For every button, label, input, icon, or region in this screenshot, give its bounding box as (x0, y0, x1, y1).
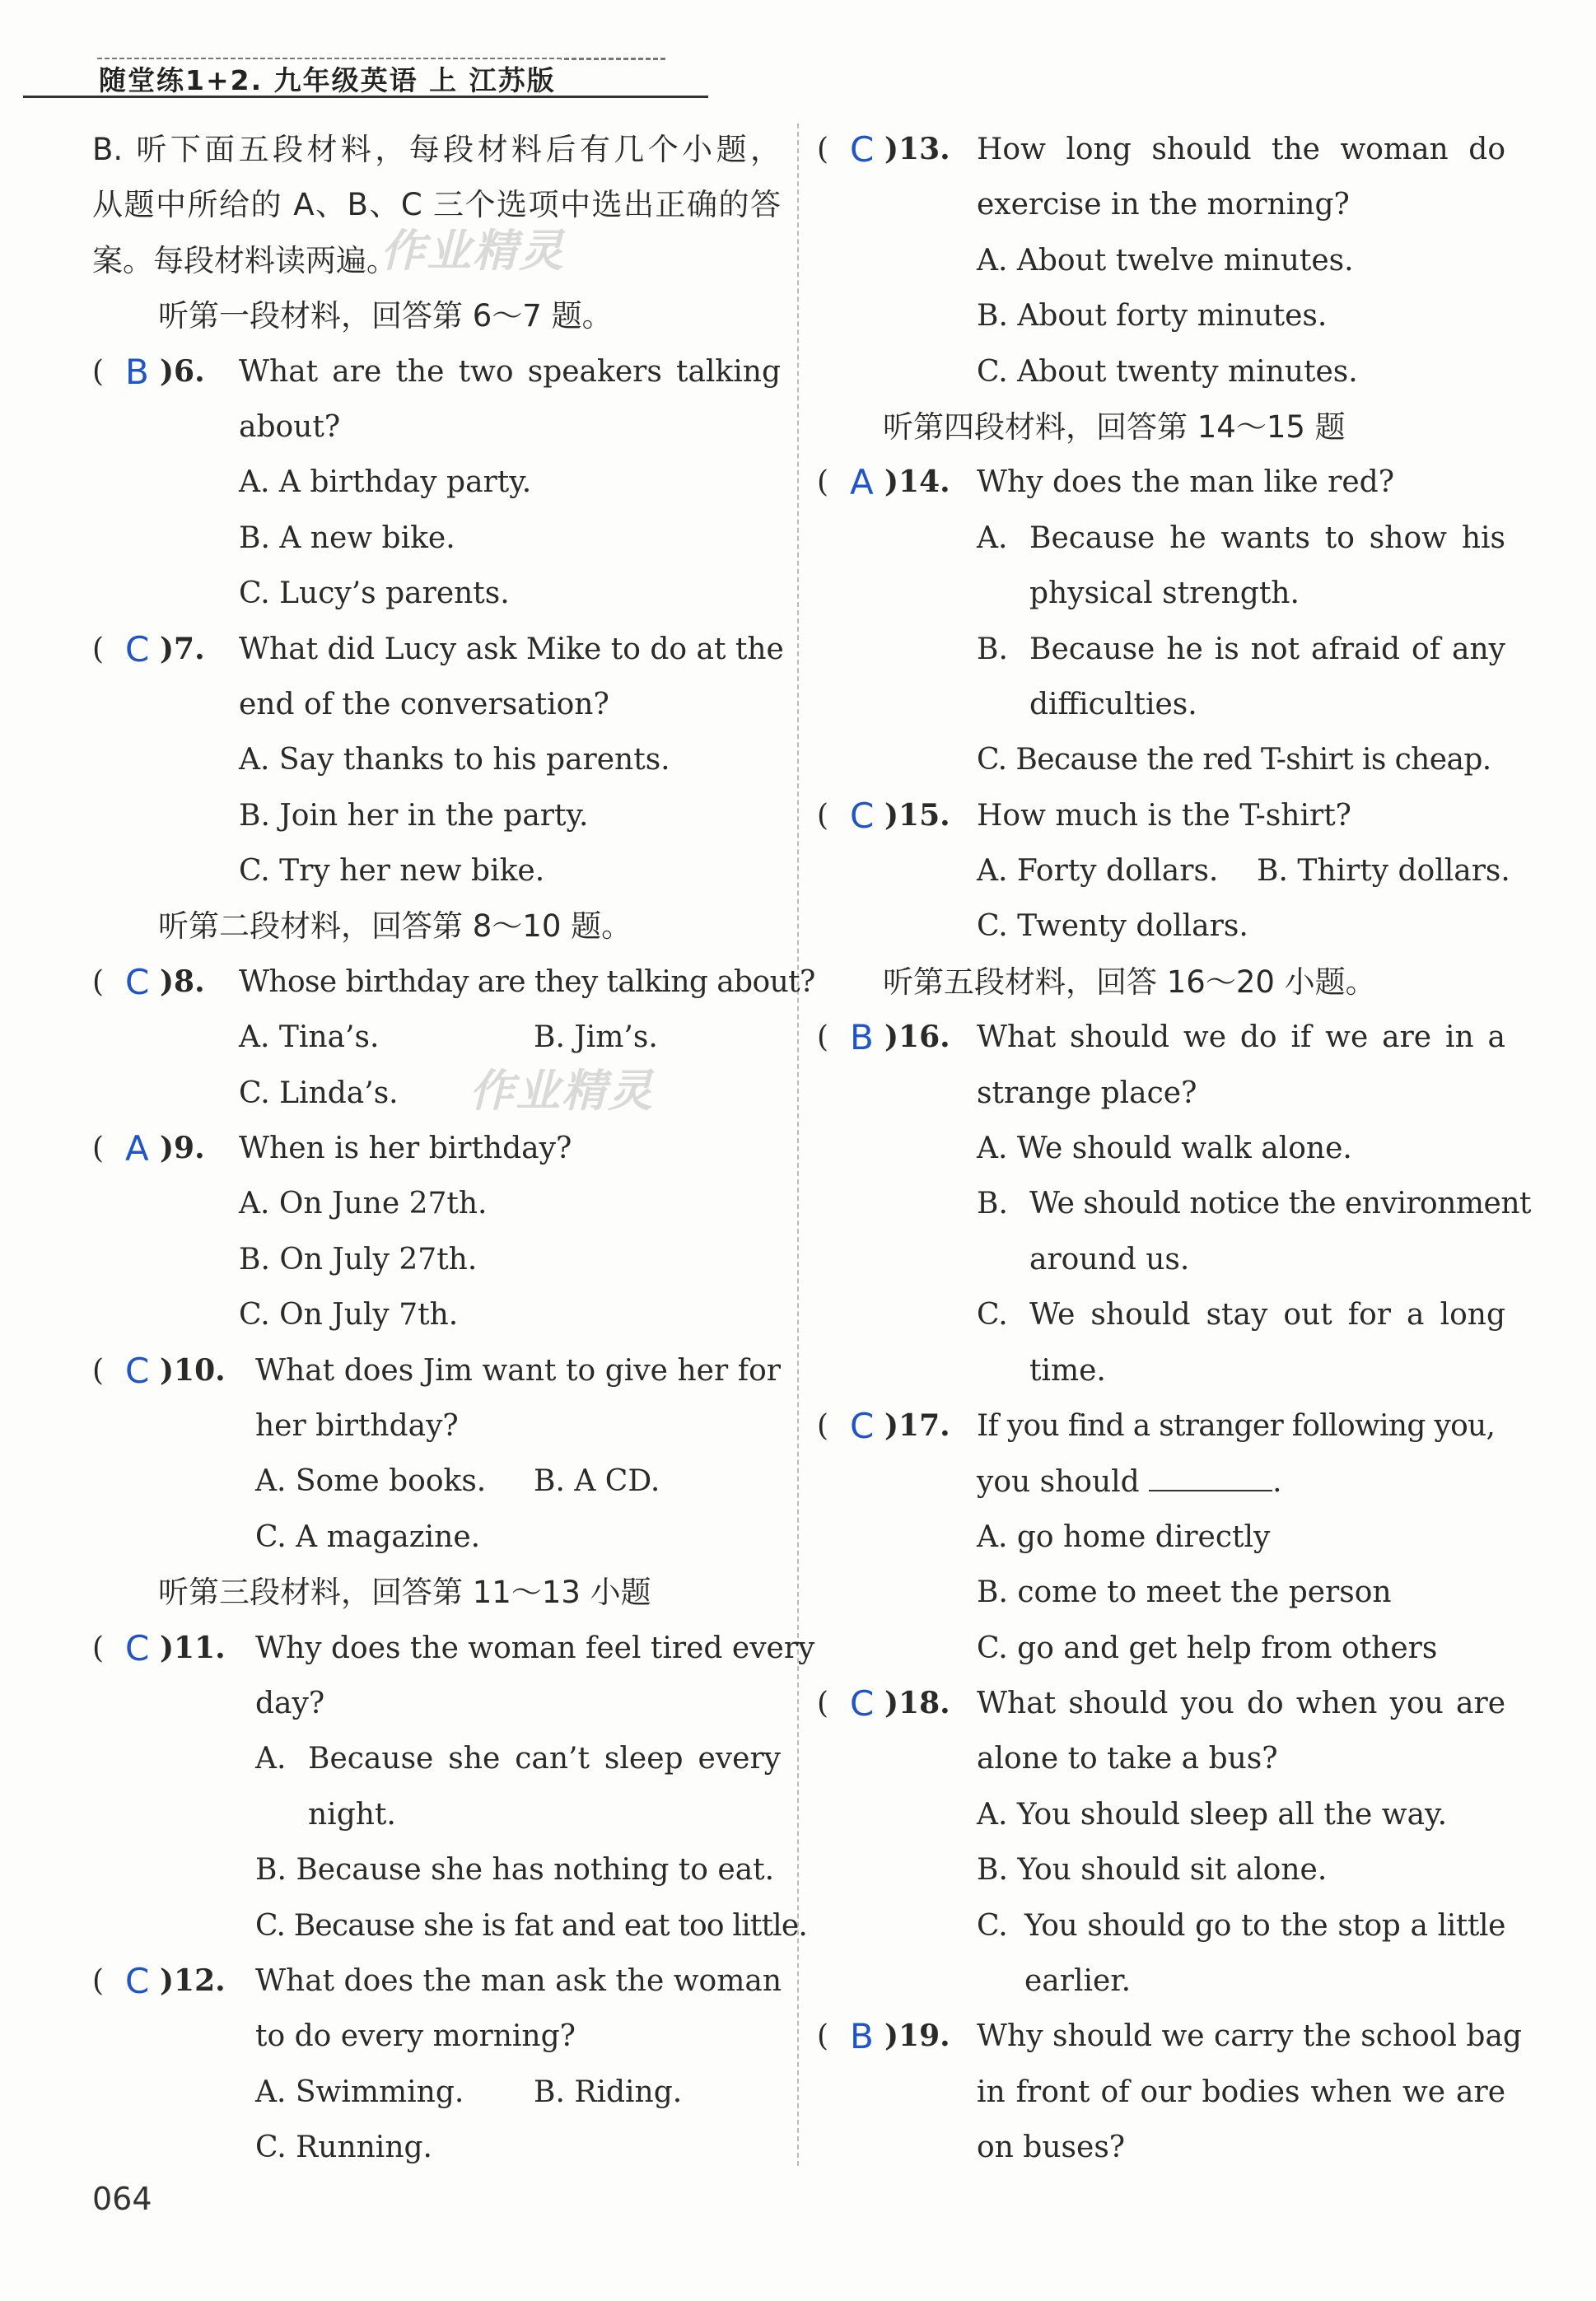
question-text: What did Lucy ask Mike to do at the (239, 632, 784, 666)
question-number: )9. (160, 1131, 205, 1166)
question-number: )8. (160, 964, 205, 999)
option: A. Swimming. (255, 2075, 464, 2109)
option: C. A magazine. (255, 1519, 481, 1554)
option: A. On June 27th. (239, 1187, 488, 1221)
option: C. Lucy’s parents. (239, 576, 510, 611)
question-text: in front of our bodies when we are (977, 2075, 1505, 2109)
option: C. We should stay out for a long (977, 1298, 1505, 1333)
options-row (817, 843, 1510, 898)
option: B. We should notice the environment (977, 1187, 1531, 1221)
option: A. Because he wants to show his (977, 520, 1505, 555)
answer-letter: C (125, 1350, 150, 1391)
option-continued: physical strength. (1029, 576, 1300, 611)
option-continued: around us. (1029, 1242, 1190, 1277)
question-7: ( C )7. What did Lucy ask Mike to do at the (92, 622, 781, 677)
question-number: )17. (884, 1407, 950, 1443)
answer-letter: A (850, 462, 874, 503)
question-number: )13. (884, 132, 950, 166)
option: C. Because the red T-shirt is cheap. (977, 743, 1491, 777)
header-title: 随堂练1+2. 九年级英语 上 江苏版 (94, 59, 561, 98)
question-text: her birthday? (255, 1408, 459, 1443)
answer-letter: C (125, 1627, 150, 1669)
question-number: )18. (884, 1685, 950, 1720)
option: C. On July 7th. (239, 1298, 459, 1333)
question-number: )14. (884, 464, 950, 500)
option: A. Say thanks to his parents. (239, 743, 670, 777)
header-rule (23, 96, 708, 98)
section-instruction: 听第五段材料，回答 16～20 小题。 (883, 964, 1376, 1000)
question-6: ( B )6. What are the two speakers talking (92, 344, 781, 399)
question-text-line: you should . (817, 1454, 1505, 1509)
left-column (92, 122, 815, 2175)
right-column (817, 122, 1531, 2175)
question-text: about? (239, 409, 341, 444)
answer-letter: B (125, 351, 149, 392)
question-text: What does the man ask the woman (255, 1963, 782, 1998)
question-text: What does Jim want to give her for (255, 1353, 781, 1388)
question-15: ( C )15. How much is the T-shirt? (817, 788, 1505, 843)
question-text: What should you do when you are (977, 1686, 1505, 1720)
question-number: )19. (884, 2019, 950, 2054)
option: A. A birthday party. (239, 465, 532, 500)
option: B. come to meet the person (977, 1575, 1392, 1610)
question-11: ( C )11. Why does the woman feel tired every (92, 1621, 781, 1676)
question-number: )11. (160, 1630, 226, 1665)
question-text: you should (977, 1465, 1140, 1500)
question-18: ( C )18. What should you do when you are (817, 1676, 1505, 1731)
question-17: ( C )17. If you find a stranger following you, (817, 1398, 1505, 1454)
option: C. Twenty dollars. (977, 909, 1248, 944)
option: B. Because he is not afraid of any (977, 632, 1505, 666)
answer-blank (1149, 1454, 1272, 1491)
question-text: end of the conversation? (239, 687, 609, 721)
question-text: exercise in the morning? (977, 188, 1350, 222)
option-continued: earlier. (1024, 1963, 1132, 1998)
option: A. Tina’s. (239, 1020, 380, 1055)
page-header (23, 43, 708, 100)
option: C. go and get help from others (977, 1631, 1438, 1665)
question-text: What are the two speakers talking (239, 354, 781, 389)
question-text: strange place? (977, 1076, 1197, 1110)
option: A. go home directly (977, 1519, 1271, 1554)
option: C. Because she is fat and eat too little. (255, 1908, 807, 1943)
option: B. Riding. (534, 2075, 683, 2109)
question-number: )16. (884, 1020, 950, 1055)
question-text: day? (255, 1686, 325, 1720)
question-text: What should we do if we are in a (977, 1020, 1505, 1055)
section-instruction: 听第二段材料，回答第 8～10 题。 (158, 908, 632, 945)
section-instruction: 听第四段材料，回答第 14～15 题 (883, 408, 1346, 445)
watermark: 作业精灵 (469, 1065, 654, 1117)
question-text: Whose birthday are they talking about? (239, 964, 815, 999)
option: B. A CD. (534, 1464, 660, 1499)
question-8: ( C )8. Whose birthday are they talking about? (92, 954, 781, 1010)
question-text: How much is the T-shirt? (977, 798, 1351, 833)
column-divider (797, 124, 799, 2166)
section-instruction: 听第三段材料，回答第 11～13 小题 (158, 1575, 651, 1611)
question-12: ( C )12. What does the man ask the woman (92, 1953, 781, 2009)
answer-letter: C (125, 1960, 150, 2001)
option: A. About twelve minutes. (977, 243, 1354, 278)
watermark: 作业精灵 (380, 225, 565, 277)
section-instruction: 听第一段材料，回答第 6～7 题。 (158, 298, 613, 334)
question-text: How long should the woman do (977, 133, 1505, 166)
question-number: )6. (160, 353, 205, 389)
intro-line: 从题中所给的 A、B、C 三个选项中选出正确的答 (92, 187, 781, 223)
options-row (92, 1010, 781, 1065)
option: B. A new bike. (239, 520, 455, 555)
question-text: Why should we carry the school bag (977, 2019, 1522, 2054)
question-text: on buses? (977, 2131, 1126, 2165)
page-number: 064 (92, 2181, 152, 2217)
options-row (92, 1454, 781, 1509)
question-number: )12. (160, 1963, 226, 1998)
answer-letter: A (125, 1128, 149, 1169)
answer-letter: C (850, 1683, 875, 1724)
answer-letter: C (850, 129, 875, 170)
question-text: Why does the woman feel tired every (255, 1631, 815, 1665)
option: B. About forty minutes. (977, 299, 1328, 334)
option: B. Thirty dollars. (1257, 854, 1510, 889)
question-number: )7. (160, 631, 205, 666)
question-text: alone to take a bus? (977, 1742, 1278, 1776)
intro-line: B. 听下面五段材料，每段材料后有几个小题， (92, 132, 781, 167)
option: B. Join her in the party. (239, 798, 589, 833)
answer-letter: B (850, 1017, 874, 1058)
option: C. Linda’s. (239, 1076, 399, 1110)
option-continued: night. (308, 1797, 396, 1832)
question-10: ( C )10. What does Jim want to give her for (92, 1343, 781, 1398)
option: B. Jim’s. (534, 1020, 658, 1055)
option: C. Try her new bike. (239, 854, 545, 889)
option: C. You should go to the stop a little (977, 1908, 1505, 1943)
answer-letter: B (850, 2016, 874, 2057)
question-16: ( B )16. What should we do if we are in a (817, 1010, 1505, 1065)
question-13: ( C )13. How long should the woman do (817, 122, 1505, 177)
option: A. We should walk alone. (977, 1132, 1352, 1166)
option: B. Because she has nothing to eat. (255, 1853, 775, 1888)
option: A. Some books. (255, 1464, 487, 1499)
question-text: Why does the man like red? (977, 465, 1394, 500)
option: B. You should sit alone. (977, 1853, 1328, 1888)
answer-letter: C (125, 961, 150, 1002)
answer-letter: C (850, 1405, 875, 1446)
option: A. Forty dollars. (977, 854, 1219, 889)
question-text: When is her birthday? (239, 1132, 572, 1166)
question-number: )15. (884, 797, 950, 833)
question-19: ( B )19. Why should we carry the school bag (817, 2009, 1505, 2064)
intro-line: 案。每段材料读两遍。 (92, 242, 397, 278)
question-14: ( A )14. Why does the man like red? (817, 455, 1505, 510)
option-continued: time. (1029, 1353, 1106, 1388)
option: C. Running. (255, 2131, 432, 2165)
option: A. You should sleep all the way. (977, 1797, 1448, 1832)
option: A. Because she can’t sleep every (255, 1742, 781, 1776)
question-number: )10. (160, 1352, 226, 1388)
option: C. About twenty minutes. (977, 354, 1358, 389)
option: B. On July 27th. (239, 1242, 478, 1277)
answer-letter: C (850, 795, 875, 836)
option-continued: difficulties. (1029, 687, 1197, 721)
question-9: ( A )9. When is her birthday? (92, 1121, 781, 1176)
answer-letter: C (125, 628, 150, 670)
options-row (92, 2065, 781, 2120)
question-text: If you find a stranger following you, (977, 1408, 1496, 1443)
question-text: to do every morning? (255, 2019, 576, 2054)
